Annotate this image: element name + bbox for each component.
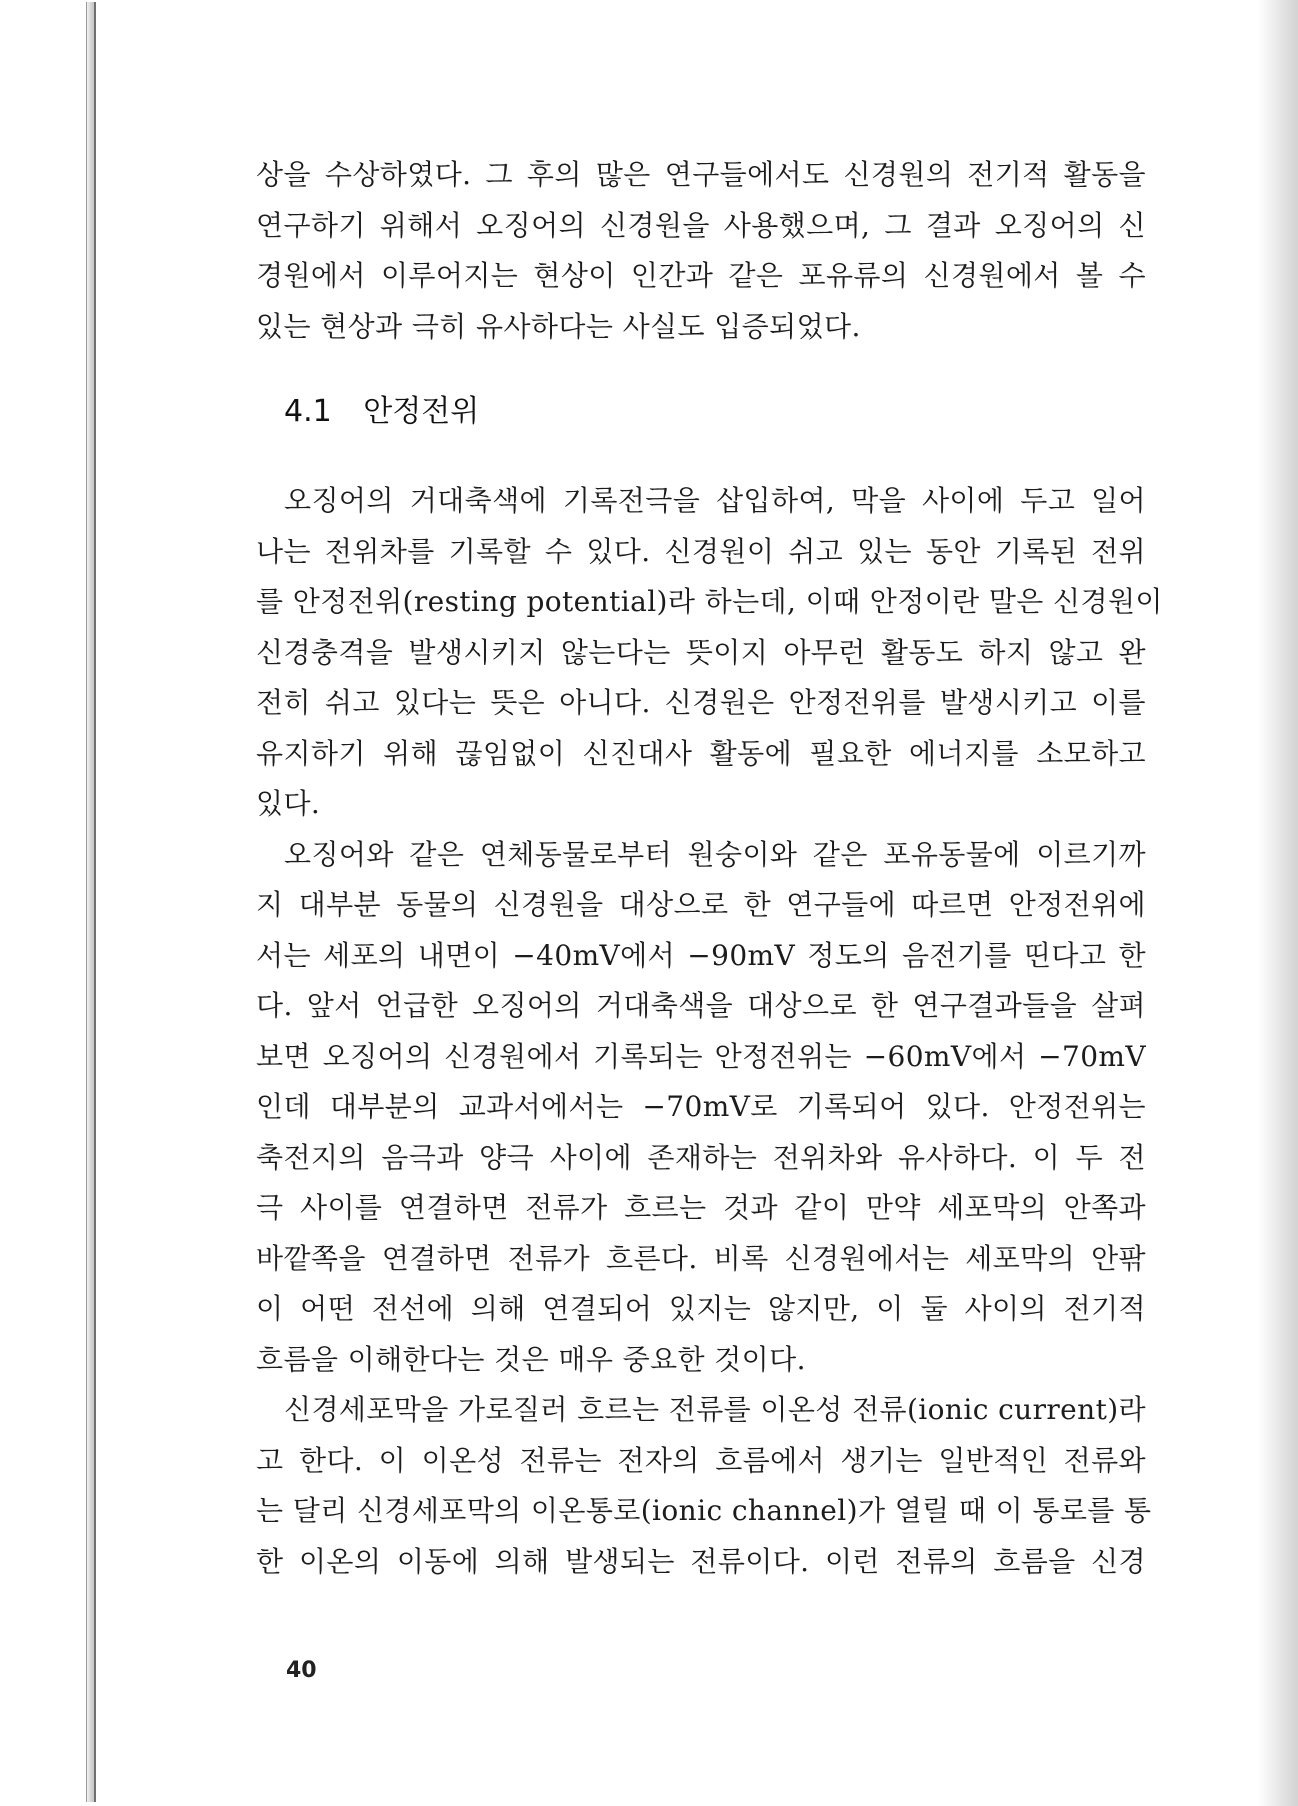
text-line: 상을 수상하였다. 그 후의 많은 연구들에서도 신경원의 전기적 활동을: [256, 158, 1146, 191]
text-line: 서는 세포의 내면이 −40mV에서 −90mV 정도의 음전기를 띤다고 한: [256, 938, 1146, 972]
text-line: 나는 전위차를 기록할 수 있다. 신경원이 쉬고 있는 동안 기록된 전위: [256, 534, 1146, 568]
text-line: 극 사이를 연결하면 전류가 흐르는 것과 같이 만약 세포막의 안쪽과: [256, 1191, 1146, 1224]
page-number: 40: [286, 1658, 317, 1683]
text-line: 한 이온의 이동에 의해 발생되는 전류이다. 이런 전류의 흐름을 신경: [256, 1544, 1146, 1578]
text-line: 오징어와 같은 연체동물로부터 원숭이와 같은 포유동물에 이르기까: [284, 837, 1146, 871]
text-line: 고 한다. 이 이온성 전류는 전자의 흐름에서 생기는 일반적인 전류와: [256, 1443, 1146, 1477]
section-number: 4.1: [284, 394, 332, 429]
section-heading: [284, 392, 1146, 432]
text-line: 바깥쪽을 연결하면 전류가 흐른다. 비록 신경원에서는 세포막의 안팎: [256, 1241, 1146, 1275]
text-line: 이 어떤 전선에 의해 연결되어 있지는 않지만, 이 둘 사이의 전기적: [256, 1292, 1146, 1325]
paragraph-ionic-current: [256, 1385, 1152, 1587]
intro-paragraph: [256, 150, 1146, 352]
text-line: 유지하기 위해 끊임없이 신진대사 활동에 필요한 에너지를 소모하고: [256, 736, 1146, 770]
text-line: 다. 앞서 언급한 오징어의 거대축색을 대상으로 한 연구결과들을 살펴: [256, 989, 1146, 1022]
text-line: 신경세포막을 가로질러 흐르는 전류를 이온성 전류(ionic current)라: [284, 1393, 1146, 1426]
book-page: [94, 2, 1272, 1802]
page-content: [256, 150, 1163, 1587]
text-line: 연구하기 위해서 오징어의 신경원을 사용했으며, 그 결과 오징어의 신: [256, 208, 1146, 242]
text-line: 오징어의 거대축색에 기록전극을 삽입하여, 막을 사이에 두고 일어: [284, 484, 1146, 517]
text-line: 경원에서 이루어지는 현상이 인간과 같은 포유류의 신경원에서 볼 수: [256, 259, 1146, 292]
text-line: 있는 현상과 극히 유사하다는 사실도 입증되었다.: [256, 309, 861, 343]
text-line: 있다.: [256, 787, 321, 820]
section-title: 안정전위: [363, 394, 480, 429]
viewer-right-edge: [1258, 0, 1298, 1806]
text-line: 전히 쉬고 있다는 뜻은 아니다. 신경원은 안정전위를 발생시키고 이를: [256, 686, 1146, 719]
text-line: 보면 오징어의 신경원에서 기록되는 안정전위는 −60mV에서 −70mV: [256, 1039, 1146, 1073]
text-line: 축전지의 음극과 양극 사이에 존재하는 전위차와 유사하다. 이 두 전: [256, 1140, 1146, 1174]
text-line: 를 안정전위(resting potential)라 하는데, 이때 안정이란 말은 신경원이: [256, 585, 1163, 618]
text-line: 인데 대부분의 교과서에서는 −70mV로 기록되어 있다. 안정전위는: [256, 1090, 1146, 1123]
text-line: 는 달리 신경세포막의 이온통로(ionic channel)가 열릴 때 이 통로를 통: [256, 1494, 1152, 1527]
text-line: 흐름을 이해한다는 것은 매우 중요한 것이다.: [256, 1342, 806, 1376]
paragraph-potential-values: [256, 830, 1146, 1386]
text-line: 신경충격을 발생시키지 않는다는 뜻이지 아무런 활동도 하지 않고 완: [256, 635, 1146, 669]
paragraph-resting-potential: [256, 476, 1163, 830]
text-line: 지 대부분 동물의 신경원을 대상으로 한 연구들에 따르면 안정전위에: [256, 888, 1146, 921]
